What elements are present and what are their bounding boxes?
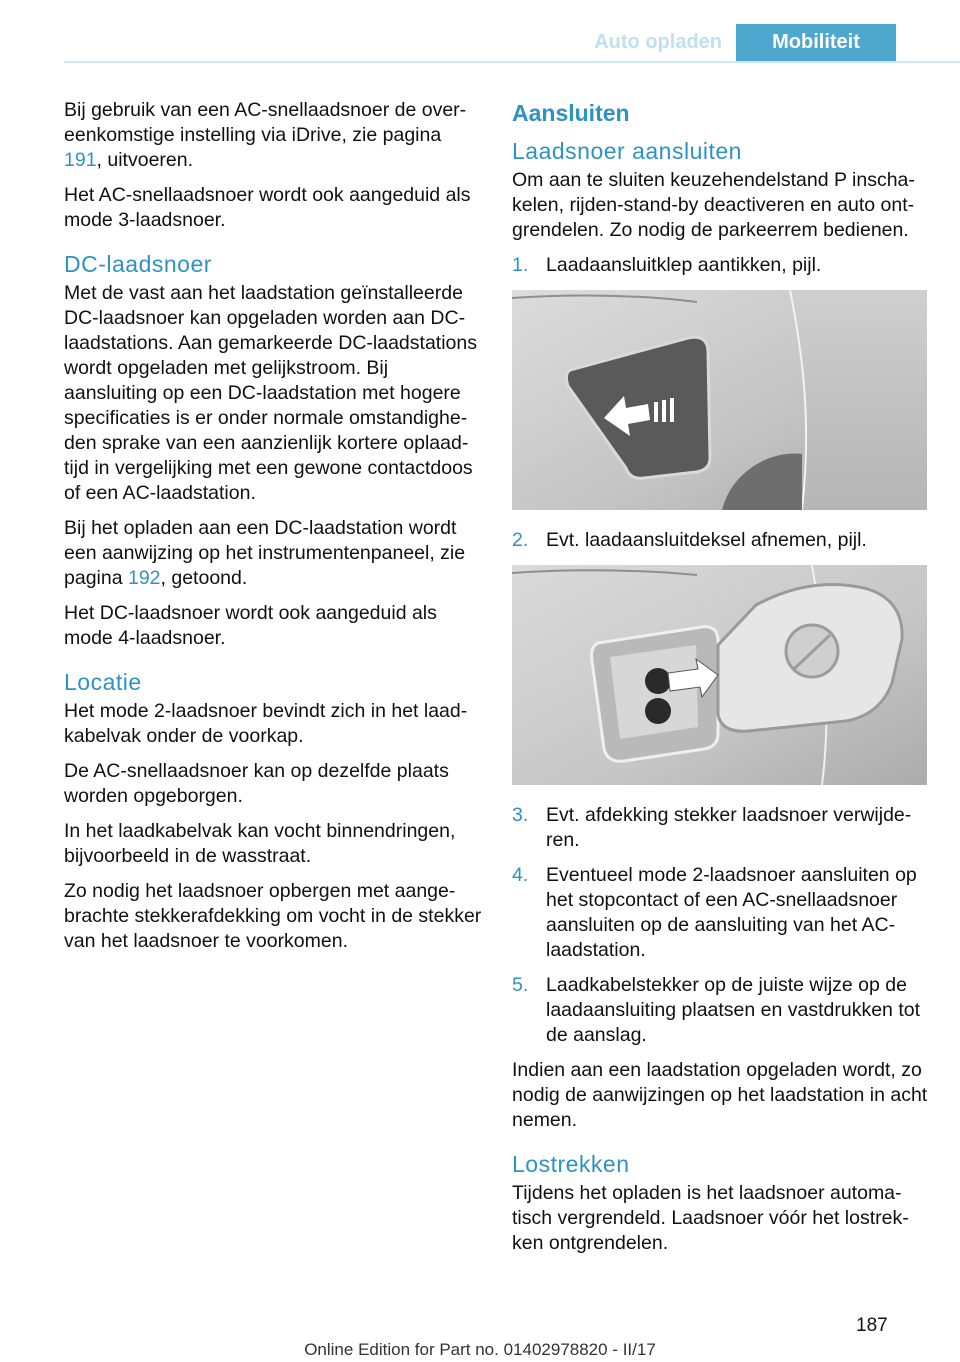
page-link-192[interactable]: 192 xyxy=(127,567,161,589)
page-number: 187 xyxy=(856,1315,888,1336)
heading-lostrekken: Lostrekken xyxy=(512,1151,630,1177)
paragraph-dc-2: Bij het opladen aan een DC-laadstation wordt een aanwijzing op het instrumentenpaneel, zie pagina 192, getoond. xyxy=(64,517,466,589)
illustration-charging-socket-cover xyxy=(512,565,927,785)
left-column xyxy=(64,98,482,964)
heading-dc-laadsnoer: DC-laadsnoer xyxy=(64,251,212,277)
paragraph-lostrekken: Tijdens het opladen is het laadsnoer automatisch vergrendeld. Laadsnoer vóór het lostrekken ontgrendelen. xyxy=(512,1182,909,1254)
paragraph-loc-1: Het mode 2-laadsnoer bevindt zich in het laadkabelvak onder de voorkap. xyxy=(64,700,468,747)
step-4: 4. Eventueel mode 2-laadsnoer aansluiten op het stopcontact of een AC-snellaadsnoer aansluiten op de aansluiting van het AC-laadstation. xyxy=(512,864,917,961)
step-1: 1. Laadaansluitklep aantikken, pijl. xyxy=(512,254,822,276)
paragraph-ac-setting: Bij gebruik van een AC-snellaadsnoer de overeenkomstige instelling via iDrive, zie pagina 191, uitvoeren. xyxy=(64,99,467,171)
header-chapter-tab: Mobiliteit xyxy=(736,24,896,61)
header-section-title: Auto opladen xyxy=(594,31,722,53)
paragraph-loc-4: Zo nodig het laadsnoer opbergen met aangebrachte stekkerafdekking om vocht in de stekker van het laadsnoer te voorkomen. xyxy=(64,880,482,952)
footer-edition: Online Edition for Part no. 01402978820 - II/17 xyxy=(304,1340,656,1359)
illustration-charging-flap xyxy=(512,290,927,510)
heading-laadsnoer-aansluiten: Laadsnoer aansluiten xyxy=(512,138,742,164)
step-5: 5. Laadkabelstekker op de juiste wijze op de laadaansluiting plaatsen en vastdrukken tot de aanslag. xyxy=(512,974,921,1046)
running-header xyxy=(576,24,896,61)
header-rule xyxy=(64,61,960,63)
page-link-191[interactable]: 191 xyxy=(64,149,97,171)
heading-aansluiten: Aansluiten xyxy=(512,100,630,126)
right-column xyxy=(512,98,930,1266)
paragraph-dc-3: Het DC-laadsnoer wordt ook aangeduid als mode 4-laadsnoer. xyxy=(64,602,437,649)
heading-locatie: Locatie xyxy=(64,669,142,695)
step-2: 2. Evt. laadaansluitdeksel afnemen, pijl. xyxy=(512,529,867,551)
paragraph-mode3: Het AC-snellaadsnoer wordt ook aangeduid als mode 3-laadsnoer. xyxy=(64,184,471,231)
paragraph-intro: Om aan te sluiten keuzehendelstand P inschakelen, rijden-stand-by deactiveren en auto ontgrendelen. Zo nodig de parkeerrem bedienen. xyxy=(512,169,915,241)
step-3: 3. Evt. afdekking stekker laadsnoer verwijderen. xyxy=(512,804,912,851)
paragraph-dc-1: Met de vast aan het laadstation geïnstalleerde DC-laadsnoer kan opgeladen worden aan DC-laadstations. Aan gemarkeerde DC-laadstations wordt opgeladen met gelijkstroom. Bij aansluiting op een DC-laadstation met hogere specificaties is er onder normale omstandigheden sprake van een aanzienlijk kortere oplaadtijd in vergelijking met een gewone contactdoos of een AC-laadstation. xyxy=(64,282,477,504)
paragraph-loc-3: In het laadkabelvak kan vocht binnendringen, bijvoorbeeld in de wasstraat. xyxy=(64,820,456,867)
paragraph-loc-2: De AC-snellaadsnoer kan op dezelfde plaats worden opgeborgen. xyxy=(64,760,449,807)
paragraph-outro: Indien aan een laadstation opgeladen wordt, zo nodig de aanwijzingen op het laadstation in acht nemen. xyxy=(512,1059,928,1131)
